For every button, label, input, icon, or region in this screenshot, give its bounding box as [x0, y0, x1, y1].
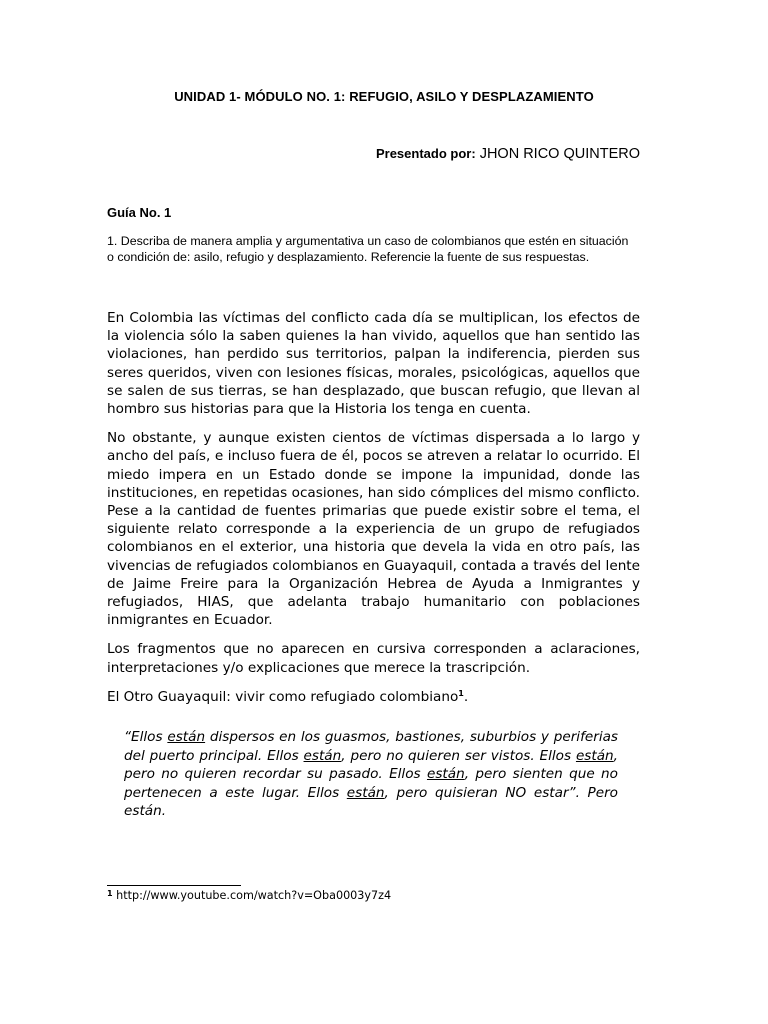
- source-line: [107, 688, 640, 706]
- quote-underlined-word: están: [575, 747, 614, 764]
- quote-underlined-word: están: [346, 784, 385, 801]
- document-body: [107, 309, 640, 717]
- footnote-separator: [107, 885, 241, 886]
- presenter-line: [376, 146, 640, 162]
- quote-underlined-word: están: [167, 729, 206, 745]
- source-line-end: .: [463, 688, 469, 705]
- quote-underlined-word: están: [303, 747, 342, 764]
- paragraph: No obstante, y aunque existen cientos de víctimas dispersada a lo largo y ancho del país, e incluso fuera de él, pocos se atreven a relatar lo ocurrido. El miedo impera en un Estado donde se impone la impunidad, donde las instituciones, en repetidas ocasiones, han sido cómplices del mismo conflicto. Pese a la cantidad de fuentes primarias que puede existir sobre el tema, el siguiente relato corresponde a la experiencia de un grupo de refugiados colombianos en el exterior, una historia que devela la vida en otro país, las vivencias de refugiados colombianos en Guayaquil, contada a través del lente de Jaime Freire para la Organización Hebrea de Ayuda a Inmigrantes y refugiados, HIAS, que adelanta trabajo humanitario con poblaciones inmigrantes en Ecuador.: [107, 430, 640, 629]
- quote-text: , pero sienten que no pertenecen a este lugar. Ellos: [124, 766, 618, 801]
- source-line-text: El Otro Guayaquil: vivir como refugiado colombiano: [107, 688, 459, 705]
- quote-text: dispersos en los guasmos, bastiones, suburbios y periferias del puerto principal. Ellos: [124, 729, 619, 764]
- footnote-reference[interactable]: 1: [458, 688, 464, 698]
- question-text: 1. Describa de manera amplia y argumentativa un caso de colombianos que estén en situación o condición de: asilo, refugio y desplazamiento. Referencie la fuente de sus respuestas.: [107, 234, 629, 264]
- document-title: UNIDAD 1- MÓDULO NO. 1: REFUGIO, ASILO Y DESPLAZAMIENTO: [174, 89, 594, 104]
- paragraph: Los fragmentos que no aparecen en cursiva corresponden a aclaraciones, interpretaciones y/o explicaciones que merece la trascripción.: [107, 641, 640, 676]
- quote-underlined-word: están: [426, 766, 465, 783]
- quote-text: “Ellos: [124, 729, 168, 745]
- footnote: [107, 889, 391, 902]
- footnote-link[interactable]: http://www.youtube.com/watch?v=Oba0003y7z4: [112, 889, 392, 902]
- quote-text: , pero no quieren ser vistos. Ellos: [341, 747, 576, 764]
- quote-text: , pero quisieran NO estar”. Pero están.: [124, 784, 618, 820]
- quote-text: , pero no quieren recordar su pasado. Ellos: [124, 747, 618, 783]
- block-quote: [124, 728, 618, 821]
- presenter-name: JHON RICO QUINTERO: [479, 146, 640, 162]
- guide-heading: Guía No. 1: [107, 205, 172, 220]
- presenter-label: Presentado por:: [375, 146, 476, 161]
- paragraph: En Colombia las víctimas del conflicto cada día se multiplican, los efectos de la violencia sólo la saben quienes la han vivido, aquellos que han sentido las violaciones, han perdido sus territorios, palpan la indiferencia, pierden sus seres queridos, viven con lesiones físicas, morales, psicológicas, aquellos que se salen de sus tierras, se han desplazado, que buscan refugio, que llevan al hombro sus historias para que la Historia los tenga en cuenta.: [107, 310, 640, 418]
- footnote-mark: 1: [107, 889, 113, 898]
